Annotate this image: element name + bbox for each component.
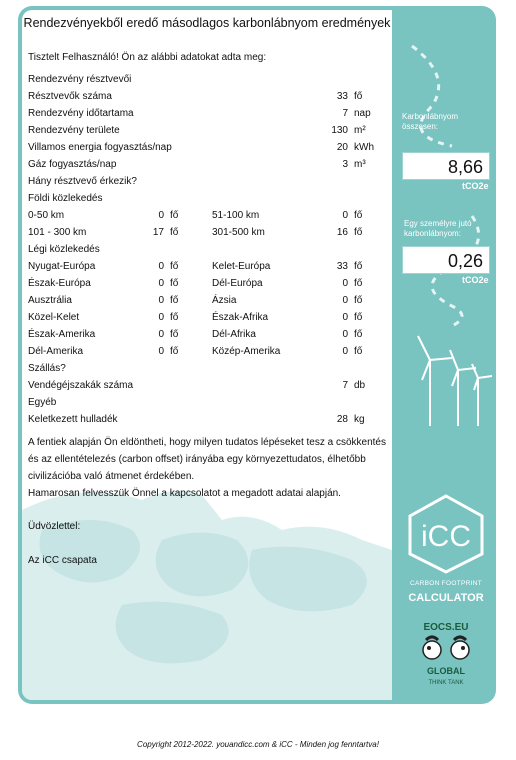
air-value: 0 [342,312,348,323]
air-label: Dél-Amerika [28,346,84,357]
partner-logo-mid: GLOBAL [427,666,465,676]
other-header: Egyéb [28,397,57,408]
wind-turbine-icon [400,330,496,430]
per-person-value: 0,26 [402,246,490,274]
air-unit: fő [354,261,363,272]
regards-text: Üdvözlettel: [28,521,81,532]
per-person-label-line2: karbonlábnyom: [404,229,461,238]
air-value: 0 [158,346,164,357]
air-unit: fő [170,312,179,323]
summary-line: A fentiek alapján Ön eldöntheti, hogy milyen tudatos lépéseket tesz a csökkentés [28,437,386,448]
land-value: 0 [158,210,164,221]
air-value: 0 [158,312,164,323]
air-label: Észak-Afrika [212,312,269,323]
air-unit: fő [170,346,179,357]
icc-logo [406,494,486,574]
row-label: Rendezvény területe [28,125,120,136]
row-label: Gáz fogyasztás/nap [28,159,117,170]
report-panel [22,10,392,700]
brand-line2: CALCULATOR [408,592,484,604]
air-unit: fő [354,278,363,289]
air-unit: fő [170,278,179,289]
land-value: 17 [152,227,164,238]
total-label-line2: összesen: [402,122,439,131]
guest-nights-label: Vendégéjszakák száma [28,380,134,391]
summary-line: és az ellentételezés (carbon offset) irányába egy környezettudatos, élhetőbb [28,454,366,465]
partner-logo-top: EOCS.EU [423,622,469,633]
air-label: Kelet-Európa [212,261,271,272]
air-unit: fő [354,346,363,357]
brand-line1: CARBON FOOTPRINT [410,580,482,587]
guest-nights-unit: db [354,380,366,391]
land-unit: fő [354,210,363,221]
participants-header: Rendezvény résztvevői [28,74,132,85]
air-unit: fő [170,295,179,306]
summary-line: civilizációba való átmenet érdekében. [28,471,195,482]
waste-label: Keletkezett hulladék [28,414,118,425]
air-label: Ázsia [212,295,237,306]
air-label: Közép-Amerika [212,346,281,357]
row-label: Villamos energia fogyasztás/nap [28,142,172,153]
air-value: 0 [342,278,348,289]
air-value: 0 [342,295,348,306]
signature-text: Az iCC csapata [28,555,97,566]
air-value: 0 [158,278,164,289]
air-unit: fő [354,312,363,323]
report-title: Rendezvényekből eredő másodlagos karbonlábnyom eredmények [23,16,391,30]
row-value: 7 [342,108,348,119]
total-footprint-label [402,112,458,132]
air-unit: fő [354,329,363,340]
air-value: 33 [336,261,348,272]
air-unit: fő [354,295,363,306]
air-value: 0 [158,295,164,306]
guest-nights-value: 7 [342,380,348,391]
land-label: 51-100 km [212,210,260,221]
air-value: 0 [342,329,348,340]
land-value: 16 [336,227,348,238]
copyright-footer: Copyright 2012-2022. youandicc.com & iCC - Minden jog fenntartva! [137,740,379,749]
row-value: 130 [331,125,348,136]
row-value: 20 [336,142,348,153]
global-think-tank-logo [416,618,476,688]
land-label: 101 - 300 km [28,227,87,238]
air-unit: fő [170,329,179,340]
land-unit: fő [170,210,179,221]
waste-unit: kg [354,414,365,425]
origin-question: Hány résztvevő érkezik? [28,176,137,187]
lodging-question: Szállás? [28,363,66,374]
row-label: Résztvevők száma [28,91,112,102]
row-unit: nap [354,108,371,119]
row-unit: m³ [354,159,366,170]
per-person-label-line1: Egy személyre jutó [404,219,472,228]
row-unit: kWh [354,142,374,153]
row-unit: m² [354,125,366,136]
total-footprint-value: 8,66 [402,152,490,180]
land-label: 0-50 km [28,210,65,221]
air-label: Dél-Európa [212,278,263,289]
air-value: 0 [342,346,348,357]
land-transport-header: Földi közlekedés [28,193,103,204]
greeting-text: Tisztelt Felhasználó! Ön az alábbi adatokat adta meg: [28,52,267,63]
land-value: 0 [342,210,348,221]
air-label: Nyugat-Európa [28,261,96,272]
land-unit: fő [354,227,363,238]
air-transport-header: Légi közlekedés [28,244,100,255]
land-unit: fő [170,227,179,238]
row-value: 33 [336,91,348,102]
land-label: 301-500 km [212,227,265,238]
air-value: 0 [158,261,164,272]
per-person-label [404,219,472,239]
air-label: Észak-Amerika [28,329,96,340]
air-unit: fő [170,261,179,272]
row-label: Rendezvény időtartama [28,108,134,119]
air-label: Közel-Kelet [28,312,80,323]
partner-logo-bottom: THINK TANK [428,680,464,686]
air-value: 0 [158,329,164,340]
row-unit: fő [354,91,363,102]
waste-value: 28 [336,414,348,425]
air-label: Dél-Afrika [212,329,256,340]
air-label: Ausztrália [28,295,72,306]
total-label-line1: Karbonlábnyom [402,112,459,121]
row-value: 3 [342,159,348,170]
summary-line: Hamarosan felvesszük Önnel a kapcsolatot a megadott adatai alapján. [28,488,341,499]
total-footprint-unit: tCO2e [462,181,489,191]
icc-logo-text: iCC [421,520,471,553]
per-person-unit: tCO2e [462,275,489,285]
air-label: Észak-Európa [28,278,91,289]
